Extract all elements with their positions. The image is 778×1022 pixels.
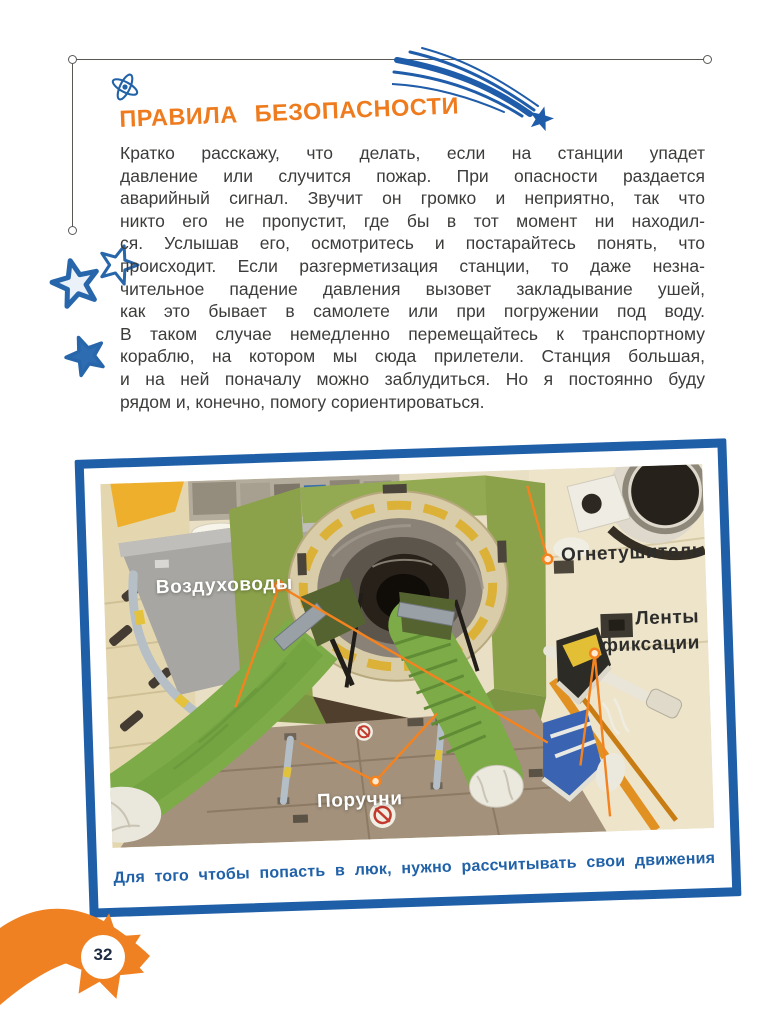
star-icon — [61, 330, 110, 378]
label-handrails: Поручни — [316, 788, 403, 813]
body-text-line: рядом и, конечно, помогу сориентироваться. — [120, 391, 485, 412]
body-text-line: происходит. Если разгерметизация станции, то даже незна- — [120, 255, 705, 276]
body-text-line: давление или случится пожар. При опасности раздается — [120, 165, 705, 186]
frame-line-left — [72, 59, 73, 229]
frame-line-top — [72, 59, 708, 60]
body-text-line: аварийный сигнал. Звучит он громко и неприятно, так что — [120, 188, 705, 209]
photo-caption: Для того чтобы попасть в люк, нужно рассчитывать свои движения — [113, 849, 716, 887]
star-icon — [48, 255, 103, 308]
frame-ring-icon — [68, 226, 77, 235]
label-fixation-straps: Ленты фиксации — [600, 606, 701, 657]
label-air-ducts: Воздуховоды — [155, 572, 294, 599]
body-text-line: никто его не пропустит, где бы в тот момент ни находил- — [120, 210, 705, 231]
photo-frame — [75, 438, 742, 917]
body-text-line: чительное падение давления вызовет закладывание ушей, — [120, 278, 705, 299]
frame-ring-icon — [68, 55, 77, 64]
body-text-line: как это бывает в самолете или при погружении под воду. — [120, 301, 705, 322]
atom-icon — [109, 71, 141, 103]
station-photo — [100, 464, 714, 848]
body-text-line: В таком случае немедленно перемещайтесь к транспортному — [120, 323, 705, 344]
body-text-line: ся. Услышав его, осмотритесь и постарайтесь понять, что — [120, 233, 705, 254]
frame-ring-icon — [703, 55, 712, 64]
body-text-line: кораблю, на котором мы сюда прилетели. Станция большая, — [120, 346, 705, 367]
page-title: ПРАВИЛА БЕЗОПАСНОСТИ — [118, 92, 460, 133]
body-text — [120, 142, 705, 413]
body-text-line: Кратко расскажу, что делать, если на станции упадет — [120, 143, 705, 163]
page-number: 32 — [93, 945, 113, 964]
label-fire-extinguisher: Огнетушитель — [560, 540, 705, 566]
body-text-line: и на ней поначалу можно заблудиться. Но я постоянно буду — [120, 368, 705, 389]
